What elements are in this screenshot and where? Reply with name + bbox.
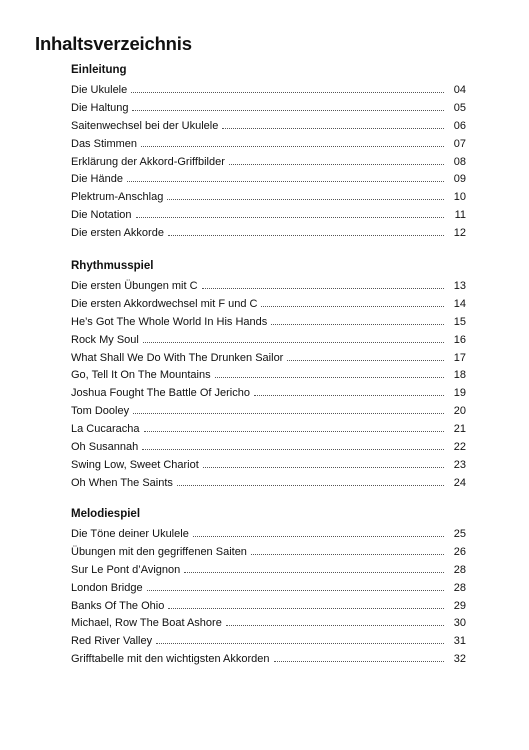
toc-entry-label: Plektrum-Anschlag bbox=[71, 191, 164, 204]
dot-leader bbox=[254, 395, 444, 396]
dot-leader bbox=[261, 306, 444, 307]
toc-entry-page-number: 21 bbox=[453, 423, 466, 436]
toc-entry-page-number: 05 bbox=[453, 101, 466, 114]
toc-entry bbox=[71, 207, 466, 225]
toc-entry-page-number: 18 bbox=[453, 369, 466, 382]
section-heading: Einleitung bbox=[71, 64, 127, 76]
toc-entry-page-number: 08 bbox=[453, 155, 466, 168]
toc-section-melodiespiel bbox=[71, 506, 466, 669]
toc-entry bbox=[71, 332, 466, 350]
toc-entry bbox=[71, 633, 466, 651]
page-title: Inhaltsverzeichnis bbox=[35, 33, 192, 54]
toc-entry bbox=[71, 615, 466, 633]
toc-entry bbox=[71, 651, 466, 669]
section-heading: Melodiespiel bbox=[71, 508, 141, 520]
toc-entry-label: Die Töne deiner Ukulele bbox=[71, 528, 189, 540]
toc-entry-label: Rock My Soul bbox=[71, 333, 139, 346]
toc-entry-label: Michael, Row The Boat Ashore bbox=[71, 617, 222, 630]
toc-entry-page-number: 17 bbox=[453, 351, 466, 364]
dot-leader bbox=[141, 146, 444, 147]
dot-leader bbox=[215, 377, 444, 378]
dot-leader bbox=[222, 128, 444, 129]
dot-leader bbox=[142, 449, 444, 450]
toc-entry bbox=[71, 100, 466, 118]
toc-entry bbox=[71, 189, 466, 207]
toc-entry-page-number: 09 bbox=[453, 173, 466, 186]
toc-entry bbox=[71, 385, 466, 403]
toc-entry-label: Die ersten Akkordwechsel mit F und C bbox=[71, 297, 258, 310]
dot-leader bbox=[177, 485, 444, 486]
toc-entry-label: La Cucaracha bbox=[71, 423, 140, 436]
toc-entry-page-number: 15 bbox=[453, 315, 466, 328]
toc-entry-label: Red River Valley bbox=[71, 635, 153, 648]
toc-entry-label: Das Stimmen bbox=[71, 137, 138, 150]
toc-entry bbox=[71, 136, 466, 154]
toc-entry-label: Die Ukulele bbox=[71, 84, 128, 96]
toc-section-einleitung bbox=[71, 62, 466, 243]
toc-entry-page-number: 32 bbox=[453, 653, 466, 666]
dot-leader bbox=[167, 199, 444, 200]
toc-entry-label: He’s Got The Whole World In His Hands bbox=[71, 315, 268, 328]
toc-entry-page-number: 22 bbox=[453, 441, 466, 454]
toc-entry-page-number: 31 bbox=[453, 635, 466, 648]
dot-leader bbox=[156, 643, 444, 644]
dot-leader bbox=[147, 590, 444, 591]
dot-leader bbox=[287, 360, 444, 361]
toc-entry-page-number: 20 bbox=[453, 405, 466, 418]
toc-entry-label: Oh Susannah bbox=[71, 441, 139, 454]
toc-entry-label: Die Hände bbox=[71, 173, 123, 186]
toc-entry-label: Go, Tell It On The Mountains bbox=[71, 369, 211, 382]
toc-entry bbox=[71, 439, 466, 457]
dot-leader bbox=[202, 288, 444, 289]
toc-entry bbox=[71, 118, 466, 136]
toc-entry-label: Die Notation bbox=[71, 209, 132, 222]
dot-leader bbox=[132, 110, 444, 111]
toc-entry bbox=[71, 457, 466, 475]
toc-entry-label: Oh When The Saints bbox=[71, 476, 173, 489]
toc-entry-page-number: 24 bbox=[453, 476, 466, 489]
toc-entry-label: Sur Le Pont d’Avignon bbox=[71, 563, 181, 576]
toc-entry bbox=[71, 278, 466, 296]
toc-entry-page-number: 04 bbox=[453, 84, 466, 96]
toc-entry-page-number: 28 bbox=[453, 563, 466, 576]
toc-entry-page-number: 28 bbox=[453, 581, 466, 594]
toc-entry-label: London Bridge bbox=[71, 581, 143, 594]
toc-entry-page-number: 14 bbox=[453, 297, 466, 310]
dot-leader bbox=[226, 625, 444, 626]
toc-entry bbox=[71, 296, 466, 314]
toc-entry bbox=[71, 580, 466, 598]
dot-leader bbox=[127, 181, 444, 182]
toc-entry-label: Übungen mit den gegriffenen Saiten bbox=[71, 545, 247, 558]
toc-entry bbox=[71, 350, 466, 368]
toc-entry-page-number: 11 bbox=[454, 209, 466, 222]
toc-entry-label: Die ersten Übungen mit C bbox=[71, 280, 198, 292]
toc-entry-page-number: 30 bbox=[453, 617, 466, 630]
toc-entry-page-number: 16 bbox=[453, 333, 466, 346]
toc-entry-page-number: 07 bbox=[453, 137, 466, 150]
toc-entry-label: What Shall We Do With The Drunken Sailor bbox=[71, 351, 284, 364]
toc-entry bbox=[71, 544, 466, 562]
toc-entry-label: Tom Dooley bbox=[71, 405, 130, 418]
dot-leader bbox=[168, 608, 444, 609]
toc-entry-label: Die Haltung bbox=[71, 101, 129, 114]
toc-entry bbox=[71, 526, 466, 544]
toc-entry-page-number: 10 bbox=[453, 191, 466, 204]
toc-entry-label: Joshua Fought The Battle Of Jericho bbox=[71, 387, 250, 400]
toc-entry-page-number: 26 bbox=[453, 545, 466, 558]
toc-entry-page-number: 29 bbox=[453, 599, 466, 612]
toc-entry-page-number: 13 bbox=[453, 280, 466, 292]
dot-leader bbox=[229, 164, 444, 165]
toc-entry-label: Saitenwechsel bei der Ukulele bbox=[71, 119, 219, 132]
dot-leader bbox=[203, 467, 444, 468]
toc-entry bbox=[71, 225, 466, 243]
dot-leader bbox=[133, 413, 444, 414]
toc-entry-label: Erklärung der Akkord-Griffbilder bbox=[71, 155, 225, 168]
dot-leader bbox=[144, 431, 445, 432]
toc-entry-page-number: 23 bbox=[453, 458, 466, 471]
toc-entry bbox=[71, 314, 466, 332]
toc-entry-page-number: 25 bbox=[453, 528, 466, 540]
section-heading: Rhythmusspiel bbox=[71, 260, 154, 272]
dot-leader bbox=[131, 92, 444, 93]
toc-entry bbox=[71, 421, 466, 439]
dot-leader bbox=[184, 572, 444, 573]
dot-leader bbox=[136, 217, 444, 218]
dot-leader bbox=[251, 554, 444, 555]
toc-entry-label: Grifftabelle mit den wichtigsten Akkorden bbox=[71, 653, 270, 666]
toc-entry bbox=[71, 562, 466, 580]
toc-entry-page-number: 12 bbox=[453, 227, 466, 240]
dot-leader bbox=[274, 661, 444, 662]
toc-entry bbox=[71, 475, 466, 493]
toc-entry bbox=[71, 171, 466, 189]
toc-entry-label: Banks Of The Ohio bbox=[71, 599, 165, 612]
toc-entry bbox=[71, 598, 466, 616]
toc-section-rhythmusspiel bbox=[71, 258, 466, 493]
toc-entry-label: Swing Low, Sweet Chariot bbox=[71, 458, 199, 471]
toc-entry bbox=[71, 403, 466, 421]
dot-leader bbox=[193, 536, 444, 537]
toc-entry bbox=[71, 367, 466, 385]
toc-entry-page-number: 06 bbox=[453, 119, 466, 132]
toc-entry bbox=[71, 154, 466, 172]
dot-leader bbox=[143, 342, 444, 343]
dot-leader bbox=[271, 324, 444, 325]
toc-entry bbox=[71, 82, 466, 100]
toc-entry-page-number: 19 bbox=[453, 387, 466, 400]
toc-entry-label: Die ersten Akkorde bbox=[71, 227, 164, 240]
dot-leader bbox=[168, 235, 444, 236]
